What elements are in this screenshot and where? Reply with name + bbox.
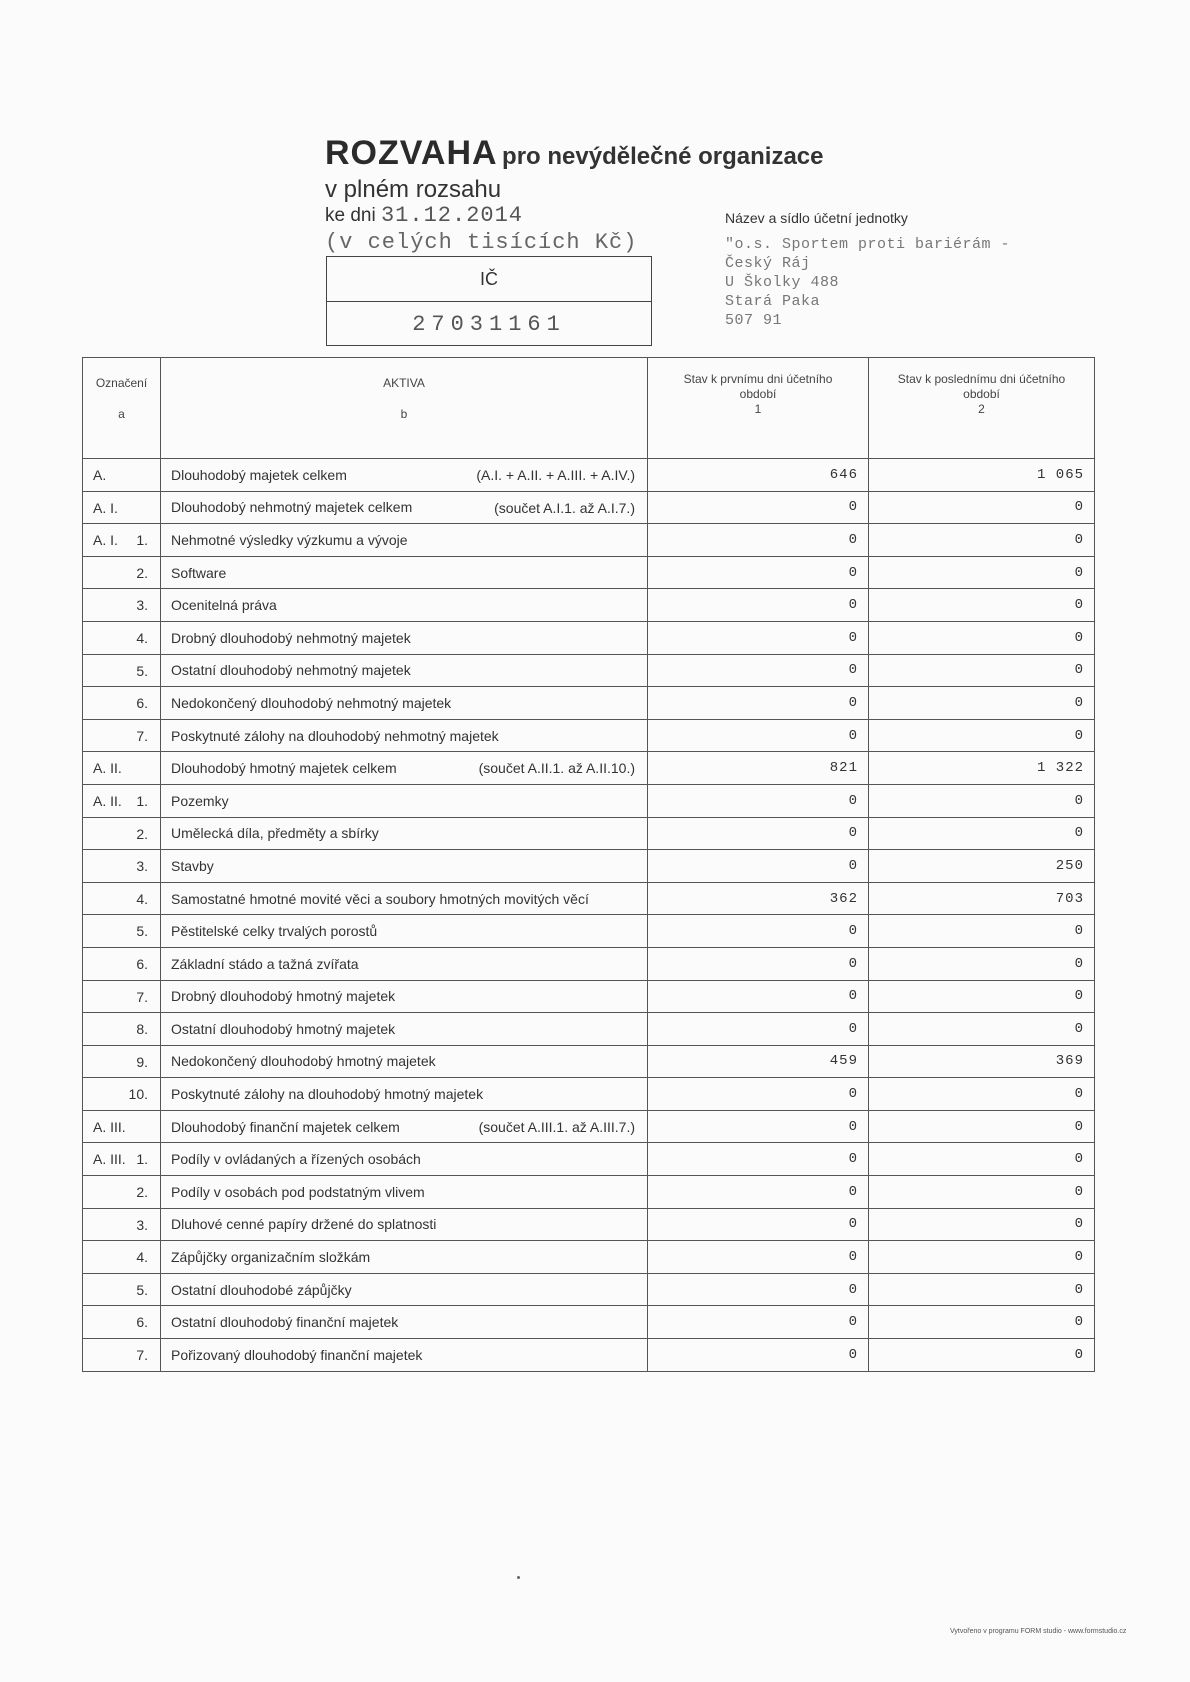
- row-oznaceni: [83, 882, 161, 915]
- header-col1: [648, 358, 869, 459]
- row-description: Dlouhodobý finanční majetek celkem: [171, 1118, 400, 1135]
- row-number: 5.: [136, 1281, 148, 1298]
- row-description: Dlouhodobý nehmotný majetek celkem: [171, 499, 413, 516]
- row-number: 9.: [136, 1053, 148, 1070]
- row-value-first-day: 0: [648, 719, 869, 752]
- row-description-cell: [161, 719, 648, 752]
- row-oznaceni: [83, 1110, 161, 1143]
- table-row: [83, 589, 1095, 622]
- table-row: [83, 556, 1095, 589]
- table-row: [83, 654, 1095, 687]
- row-value-last-day: 0: [869, 1078, 1095, 1111]
- row-value-first-day: 0: [648, 687, 869, 720]
- date-value: 31.12.2014: [380, 203, 524, 228]
- row-description-cell: [161, 1273, 648, 1306]
- table-row: [83, 817, 1095, 850]
- ic-box: [326, 256, 652, 346]
- row-description: Software: [171, 564, 227, 581]
- row-description-cell: [161, 915, 648, 948]
- row-number: 7.: [136, 988, 148, 1005]
- row-description-cell: [161, 784, 648, 817]
- table-row: [83, 459, 1095, 492]
- row-description-cell: [161, 1143, 648, 1176]
- row-number: 3.: [136, 858, 148, 875]
- document-title: [325, 134, 824, 173]
- row-description: Pozemky: [171, 792, 229, 809]
- row-number: 4.: [136, 890, 148, 907]
- row-value-last-day: 0: [869, 1273, 1095, 1306]
- balance-table: [82, 357, 1095, 1372]
- row-value-first-day: 0: [648, 1078, 869, 1111]
- row-description-cell: [161, 1208, 648, 1241]
- row-description: Nedokončený dlouhodobý nehmotný majetek: [171, 694, 452, 711]
- row-value-first-day: 0: [648, 980, 869, 1013]
- row-value-last-day: 0: [869, 621, 1095, 654]
- row-code: A.: [93, 467, 107, 483]
- row-description-cell: [161, 1078, 648, 1111]
- header-col2-label: Stav k poslednímu dni účetního období: [897, 372, 1066, 401]
- row-number: 6.: [136, 695, 148, 712]
- row-code: A. I.: [93, 532, 118, 549]
- row-code: A. III.: [93, 1151, 126, 1168]
- table-row: [83, 1306, 1095, 1339]
- row-value-first-day: 0: [648, 1273, 869, 1306]
- row-value-first-day: 0: [648, 915, 869, 948]
- row-description: Pořizovaný dlouhodobý finanční majetek: [171, 1346, 423, 1363]
- row-value-last-day: 0: [869, 654, 1095, 687]
- date-label: ke dni: [325, 205, 376, 226]
- row-description: Stavby: [171, 857, 214, 874]
- table-row: [83, 491, 1095, 524]
- row-value-first-day: 459: [648, 1045, 869, 1078]
- table-row: [83, 1208, 1095, 1241]
- table-row: [83, 1143, 1095, 1176]
- row-description-cell: [161, 556, 648, 589]
- row-description-cell: [161, 1241, 648, 1274]
- row-value-last-day: 0: [869, 1013, 1095, 1046]
- table-row: [83, 524, 1095, 557]
- row-oznaceni: [83, 1306, 161, 1339]
- row-description-cell: [161, 687, 648, 720]
- row-value-last-day: 0: [869, 687, 1095, 720]
- table-row: [83, 1110, 1095, 1143]
- row-oznaceni: [83, 524, 161, 557]
- row-value-last-day: 0: [869, 1143, 1095, 1176]
- row-description-cell: [161, 1045, 648, 1078]
- row-description-cell: [161, 882, 648, 915]
- entity-line: 507 91: [725, 312, 783, 329]
- row-value-first-day: 0: [648, 621, 869, 654]
- row-value-first-day: 0: [648, 1306, 869, 1339]
- row-value-first-day: 0: [648, 817, 869, 850]
- row-description: Ostatní dlouhodobý finanční majetek: [171, 1314, 399, 1331]
- row-value-first-day: 0: [648, 654, 869, 687]
- row-oznaceni: [83, 947, 161, 980]
- row-number: 10.: [128, 1086, 148, 1103]
- row-description-cell: [161, 524, 648, 557]
- table-row: [83, 980, 1095, 1013]
- row-oznaceni: [83, 850, 161, 883]
- row-oznaceni: [83, 1045, 161, 1078]
- table-row: [83, 687, 1095, 720]
- row-oznaceni: [83, 589, 161, 622]
- row-oznaceni: [83, 556, 161, 589]
- entity-label: Název a sídlo účetní jednotky: [725, 210, 908, 226]
- row-description: Podíly v ovládaných a řízených osobách: [171, 1151, 421, 1168]
- row-number: 1.: [136, 792, 148, 809]
- table-row: [83, 784, 1095, 817]
- footer-credit: Vytvořeno v programu FORM studio - www.formstudio.cz: [950, 1628, 1127, 1635]
- row-description-cell: [161, 654, 648, 687]
- row-value-last-day: 0: [869, 556, 1095, 589]
- row-value-first-day: 0: [648, 850, 869, 883]
- row-oznaceni: [83, 687, 161, 720]
- row-number: 8.: [136, 1021, 148, 1038]
- row-description: Nehmotné výsledky výzkumu a vývoje: [171, 531, 408, 548]
- date-line: [325, 203, 523, 228]
- row-oznaceni: [83, 1078, 161, 1111]
- row-value-last-day: 369: [869, 1045, 1095, 1078]
- table-row: [83, 1273, 1095, 1306]
- row-description-cell: [161, 850, 648, 883]
- row-value-first-day: 0: [648, 491, 869, 524]
- row-description: Samostatné hmotné movité věci a soubory hmotných movitých věcí: [171, 890, 589, 907]
- row-description: Podíly v osobách pod podstatným vlivem: [171, 1183, 425, 1200]
- table-row: [83, 719, 1095, 752]
- header-oznaceni-sub: a: [118, 407, 125, 421]
- row-oznaceni: [83, 654, 161, 687]
- title-rest: pro nevýdělečné organizace: [502, 143, 824, 170]
- row-code: A. II.: [93, 792, 122, 809]
- row-description-cell: [161, 1176, 648, 1209]
- table-header-row: [83, 358, 1095, 459]
- row-value-first-day: 0: [648, 1339, 869, 1372]
- entity-line: U Školky 488: [725, 274, 840, 291]
- subtitle: v plném rozsahu: [325, 176, 502, 203]
- table-row: [83, 915, 1095, 948]
- entity-line: "o.s. Sportem proti bariérám -: [725, 236, 1011, 253]
- row-value-first-day: 0: [648, 524, 869, 557]
- units-note: (v celých tisících Kč): [325, 230, 638, 255]
- row-number: 1.: [136, 532, 148, 549]
- row-value-first-day: 0: [648, 589, 869, 622]
- row-value-last-day: 0: [869, 491, 1095, 524]
- row-number: 5.: [136, 923, 148, 940]
- row-oznaceni: [83, 915, 161, 948]
- row-description-cell: [161, 621, 648, 654]
- row-number: 5.: [136, 662, 148, 679]
- row-value-last-day: 0: [869, 915, 1095, 948]
- row-number: 6.: [136, 1314, 148, 1331]
- row-formula: (součet A.II.1. až A.II.10.): [478, 760, 635, 777]
- row-oznaceni: [83, 491, 161, 524]
- header-col1-label: Stav k prvnímu dni účetního období: [683, 372, 833, 401]
- row-description-cell: [161, 1110, 648, 1143]
- row-description: Ocenitelná práva: [171, 597, 277, 614]
- row-oznaceni: [83, 719, 161, 752]
- row-oznaceni: [83, 752, 161, 785]
- row-description: Ostatní dlouhodobý nehmotný majetek: [171, 662, 411, 679]
- row-value-last-day: 0: [869, 524, 1095, 557]
- row-number: 2.: [136, 1184, 148, 1201]
- row-value-last-day: 0: [869, 980, 1095, 1013]
- row-number: 3.: [136, 1216, 148, 1233]
- row-value-last-day: 0: [869, 784, 1095, 817]
- row-value-last-day: 0: [869, 1110, 1095, 1143]
- row-oznaceni: [83, 1208, 161, 1241]
- row-description: Nedokončený dlouhodobý hmotný majetek: [171, 1053, 436, 1070]
- row-description-cell: [161, 980, 648, 1013]
- header-oznaceni: [83, 358, 161, 459]
- row-description-cell: [161, 589, 648, 622]
- row-number: 6.: [136, 955, 148, 972]
- row-value-first-day: 0: [648, 1241, 869, 1274]
- row-oznaceni: [83, 621, 161, 654]
- row-oznaceni: [83, 817, 161, 850]
- row-oznaceni: [83, 1013, 161, 1046]
- row-description: Zápůjčky organizačním složkám: [171, 1249, 371, 1266]
- row-code: A. II.: [93, 760, 122, 777]
- table-row: [83, 1241, 1095, 1274]
- row-value-last-day: 703: [869, 882, 1095, 915]
- row-value-first-day: 0: [648, 1110, 869, 1143]
- row-description: Dlouhodobý hmotný majetek celkem: [171, 760, 397, 777]
- row-value-last-day: 0: [869, 947, 1095, 980]
- row-description: Dlouhodobý majetek celkem: [171, 466, 347, 483]
- entity-address: [725, 235, 1010, 330]
- row-code: A. I.: [93, 499, 118, 516]
- entity-line: Český Ráj: [725, 255, 811, 272]
- row-oznaceni: [83, 784, 161, 817]
- row-formula: (A.I. + A.II. + A.III. + A.IV.): [476, 467, 635, 483]
- table-row: [83, 1339, 1095, 1372]
- header-col1-sub: 1: [754, 402, 762, 416]
- row-value-first-day: 362: [648, 882, 869, 915]
- table-row: [83, 850, 1095, 883]
- page-dot: [517, 1576, 520, 1579]
- row-value-last-day: 0: [869, 1339, 1095, 1372]
- table-row: [83, 947, 1095, 980]
- row-value-last-day: 0: [869, 1306, 1095, 1339]
- title-main: ROZVAHA: [325, 134, 498, 172]
- row-oznaceni: [83, 1273, 161, 1306]
- row-value-first-day: 821: [648, 752, 869, 785]
- entity-line: Stará Paka: [725, 293, 821, 310]
- header-col2: [869, 358, 1095, 459]
- row-number: 2.: [136, 825, 148, 842]
- table-row: [83, 1176, 1095, 1209]
- header-aktiva-label: AKTIVA: [383, 376, 425, 390]
- row-value-first-day: 0: [648, 1208, 869, 1241]
- table-body: [83, 459, 1095, 1372]
- header-aktiva: [161, 358, 648, 459]
- row-value-first-day: 0: [648, 1143, 869, 1176]
- row-oznaceni: [83, 1241, 161, 1274]
- table-row: [83, 621, 1095, 654]
- header-oznaceni-label: Označení: [95, 376, 148, 390]
- row-value-first-day: 0: [648, 1013, 869, 1046]
- row-description: Umělecká díla, předměty a sbírky: [171, 825, 379, 842]
- row-oznaceni: [83, 1176, 161, 1209]
- row-description-cell: [161, 1013, 648, 1046]
- table-row: [83, 1013, 1095, 1046]
- table-row: [83, 882, 1095, 915]
- ic-label: IČ: [327, 257, 651, 302]
- row-formula: (součet A.III.1. až A.III.7.): [478, 1118, 635, 1135]
- table-row: [83, 752, 1095, 785]
- row-number: 7.: [136, 727, 148, 744]
- row-value-last-day: 0: [869, 719, 1095, 752]
- row-description: Pěstitelské celky trvalých porostů: [171, 923, 378, 940]
- ic-value: 27031161: [412, 312, 566, 337]
- row-number: 1.: [136, 1151, 148, 1168]
- row-description: Dluhové cenné papíry držené do splatnosti: [171, 1216, 437, 1233]
- row-code: A. III.: [93, 1118, 126, 1135]
- row-number: 4.: [136, 1249, 148, 1266]
- row-formula: (součet A.I.1. až A.I.7.): [494, 499, 635, 516]
- row-description: Drobný dlouhodobý hmotný majetek: [171, 988, 396, 1005]
- header-aktiva-sub: b: [400, 407, 408, 421]
- row-description-cell: [161, 491, 648, 524]
- row-value-first-day: 0: [648, 784, 869, 817]
- row-oznaceni: [83, 1339, 161, 1372]
- header-col2-sub: 2: [978, 402, 985, 416]
- row-description-cell: [161, 1306, 648, 1339]
- row-value-last-day: 250: [869, 850, 1095, 883]
- row-description: Ostatní dlouhodobý hmotný majetek: [171, 1020, 396, 1037]
- row-description: Ostatní dlouhodobé zápůjčky: [171, 1281, 352, 1298]
- row-description: Poskytnuté zálohy na dlouhodobý hmotný majetek: [171, 1086, 484, 1103]
- row-description: Základní stádo a tažná zvířata: [171, 955, 359, 972]
- table-row: [83, 1078, 1095, 1111]
- row-value-last-day: 1 065: [869, 459, 1095, 492]
- row-description-cell: [161, 1339, 648, 1372]
- row-description: Poskytnuté zálohy na dlouhodobý nehmotný majetek: [171, 727, 499, 744]
- row-oznaceni: [83, 1143, 161, 1176]
- row-value-first-day: 0: [648, 1176, 869, 1209]
- row-oznaceni: [83, 980, 161, 1013]
- row-value-first-day: 0: [648, 947, 869, 980]
- row-description-cell: [161, 752, 648, 785]
- row-number: 2.: [136, 564, 148, 581]
- row-value-last-day: 0: [869, 1176, 1095, 1209]
- row-value-last-day: 0: [869, 1208, 1095, 1241]
- row-description: Drobný dlouhodobý nehmotný majetek: [171, 629, 411, 646]
- row-description-cell: [161, 817, 648, 850]
- row-value-last-day: 1 322: [869, 752, 1095, 785]
- row-oznaceni: [83, 459, 161, 492]
- row-value-last-day: 0: [869, 589, 1095, 622]
- row-number: 7.: [136, 1347, 148, 1364]
- row-number: 4.: [136, 629, 148, 646]
- row-description-cell: [161, 947, 648, 980]
- row-number: 3.: [136, 597, 148, 614]
- row-value-last-day: 0: [869, 817, 1095, 850]
- row-value-first-day: 646: [648, 459, 869, 492]
- row-description-cell: [161, 459, 648, 492]
- row-value-last-day: 0: [869, 1241, 1095, 1274]
- table-row: [83, 1045, 1095, 1078]
- row-value-first-day: 0: [648, 556, 869, 589]
